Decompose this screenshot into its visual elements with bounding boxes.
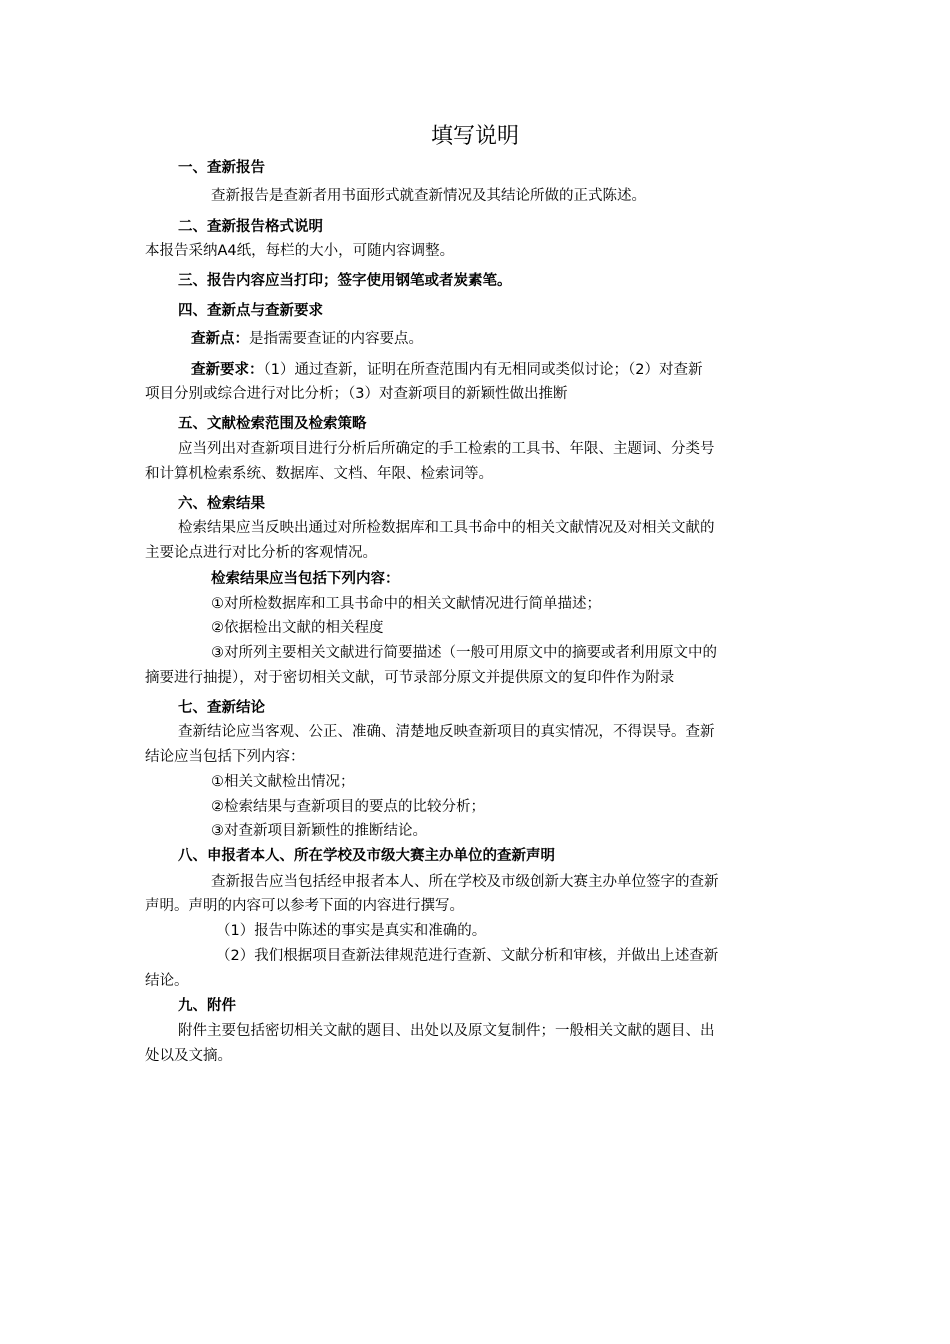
section-6-text-2: 主要论点进行对比分析的客观情况。 <box>145 545 377 561</box>
section-6-item-3-line-2: 摘要进行抽提），对于密切相关文献，可节录部分原文并提供原文的复印件作为附录 <box>145 670 675 686</box>
section-2-text: 本报告采纳A4纸，每栏的大小，可随内容调整。 <box>145 243 455 259</box>
section-9-text-1: 附件主要包括密切相关文献的题目、出处以及原文复制件；一般相关文献的题目、出 <box>178 1023 715 1039</box>
section-7-item-3: ③对查新项目新颖性的推断结论。 <box>211 823 427 839</box>
section-1-text: 查新报告是查新者用书面形式就查新情况及其结论所做的正式陈述。 <box>211 188 646 204</box>
section-8-heading: 八、申报者本人、所在学校及市级大赛主办单位的查新声明 <box>178 848 555 864</box>
search-point-text: 是指需要查证的内容要点。 <box>249 331 423 347</box>
section-1-heading: 一、查新报告 <box>178 160 265 176</box>
section-6-heading: 六、检索结果 <box>178 496 265 512</box>
section-7-item-1: ①相关文献检出情况； <box>211 774 355 790</box>
search-requirement-text-1: （1）通过查新，证明在所查范围内有无相同或类似讨论；（2）对查新 <box>263 362 703 378</box>
search-requirement-label: 查新要求： <box>191 362 264 378</box>
section-6-subheading: 检索结果应当包括下列内容： <box>211 571 400 587</box>
search-point-label: 查新点： <box>191 331 249 347</box>
section-6-item-2: ②依据检出文献的相关程度 <box>211 620 384 636</box>
section-7-text-1: 查新结论应当客观、公正、准确、清楚地反映查新项目的真实情况，不得误导。查新 <box>178 724 715 740</box>
section-8-item-2-line-1: （2）我们根据项目查新法律规范进行查新、文献分析和审核，并做出上述查新 <box>216 948 719 964</box>
search-requirement-text-2: 项目分别或综合进行对比分析；（3）对查新项目的新颖性做出推断 <box>145 386 568 402</box>
section-6-item-1: ①对所检数据库和工具书命中的相关文献情况进行简单描述； <box>211 596 601 612</box>
section-9-text-2: 处以及文摘。 <box>145 1048 232 1064</box>
section-8-item-2-line-2: 结论。 <box>145 973 189 989</box>
search-point-line <box>191 329 423 349</box>
section-3-heading: 三、报告内容应当打印；签字使用钢笔或者炭素笔。 <box>178 273 512 289</box>
section-6-text-1: 检索结果应当反映出通过对所检数据库和工具书命中的相关文献情况及对相关文献的 <box>178 520 715 536</box>
section-5-text-2: 和计算机检索系统、数据库、文档、年限、检索词等。 <box>145 466 493 482</box>
section-5-heading: 五、文献检索范围及检索策略 <box>178 416 367 432</box>
section-8-text-1: 查新报告应当包括经申报者本人、所在学校及市级创新大赛主办单位签字的查新 <box>211 874 719 890</box>
section-2-heading: 二、查新报告格式说明 <box>178 219 323 235</box>
section-7-text-2: 结论应当包括下列内容： <box>145 749 305 765</box>
page-title: 填写说明 <box>430 124 519 149</box>
section-5-text-1: 应当列出对查新项目进行分析后所确定的手工检索的工具书、年限、主题词、分类号 <box>178 441 715 457</box>
section-8-item-1: （1）报告中陈述的事实是真实和准确的。 <box>216 923 487 939</box>
section-4-heading: 四、查新点与查新要求 <box>178 303 323 319</box>
section-8-text-2: 声明。声明的内容可以参考下面的内容进行撰写。 <box>145 898 464 914</box>
section-7-heading: 七、查新结论 <box>178 700 265 716</box>
section-7-item-2: ②检索结果与查新项目的要点的比较分析； <box>211 799 485 815</box>
section-6-item-3-line-1: ③对所列主要相关文献进行简要描述（一般可用原文中的摘要或者利用原文中的 <box>211 645 717 661</box>
search-requirement-line-1 <box>191 360 702 380</box>
section-9-heading: 九、附件 <box>178 998 236 1014</box>
